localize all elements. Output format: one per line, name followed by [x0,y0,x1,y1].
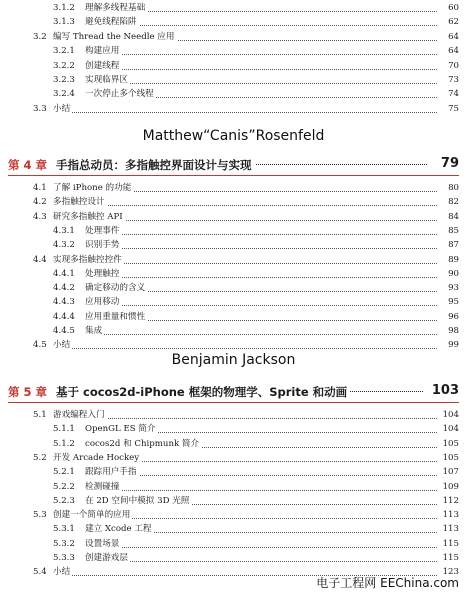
entry-number: 3.2 [33,31,47,42]
leader-dots [90,234,437,249]
entry-title: 实现临界区 [85,75,128,85]
entry-page: 112 [442,495,459,506]
chapter-number: 第 4 章 [8,158,48,172]
entry-number: 5.1.1 [53,424,75,435]
entry-page: 64 [448,46,459,57]
entry-title: 了解 iPhone 的功能 [53,183,132,193]
leader-dots [60,334,437,349]
author-name-chapter5: Benjamin Jackson [171,352,296,368]
entry-number: 5.3.1 [53,524,75,535]
entry-title: 小结 [53,340,71,351]
entry-title: 应用重量和惯性 [85,311,146,322]
entry-number: 5.1.2 [53,438,75,449]
entry-title: 多指触控设计 [53,197,105,208]
leader-dots [90,547,437,562]
entry-title: 创建线程 [85,60,120,71]
entry-title: 设置场景 [85,538,120,549]
entry-title: 创建游戏层 [85,553,128,563]
entry-page: 73 [448,75,459,85]
entry-page: 70 [448,60,459,71]
chapter-rule [8,402,459,403]
chapter-page: 79 [440,156,459,171]
author-name-chapter4: Matthew“Canis”Rosenfeld [142,128,325,144]
entry-number: 4.2 [33,197,47,208]
entry-number: 4.4.1 [53,268,75,279]
entry-title: 研究多指触控 API [53,211,123,222]
entry-page: 60 [448,3,459,13]
entry-page: 109 [442,481,459,492]
chapter-title: 基于 cocos2d-iPhone 框架的物理学、Sprite 和动画 [56,384,350,400]
entry-number: 5.2 [33,452,47,463]
site-watermark: 电子工程网 EEChina.com [316,576,459,590]
entry-page: 84 [448,211,459,222]
chapter-heading-4[interactable] [0,155,459,177]
entry-page: 98 [448,326,459,336]
entry-title: 处理触控 [85,268,120,279]
leader-dots [90,40,437,55]
entry-number: 3.1.3 [53,17,75,28]
entry-page: 105 [442,452,459,463]
entry-page: 96 [448,311,459,322]
entry-title: 应用移动 [85,297,120,308]
entry-number: 3.2.1 [53,46,75,57]
leader-dots [90,291,437,306]
entry-page: 104 [442,410,459,420]
leader-dots [90,220,437,235]
entry-page: 107 [442,467,459,478]
entry-title: 确定移动的含义 [85,283,146,294]
entry-number: 4.3.2 [53,240,75,251]
entry-number: 3.2.3 [53,75,75,85]
entry-title: cocos2d 和 Chipmunk 简介 [85,438,200,449]
entry-title: 游戏编程入门 [53,410,105,420]
chapter-heading-5[interactable] [0,382,459,404]
entry-number: 5.3 [33,510,47,521]
entry-number: 3.1.2 [53,3,75,13]
entry-number: 3.3 [33,103,47,114]
entry-number: 5.2.2 [53,481,75,492]
entry-page: 115 [442,538,459,549]
entry-page: 90 [448,268,459,279]
entry-title: 集成 [85,326,103,336]
chapter-number: 第 5 章 [8,385,48,399]
entry-title: 一次停止多个线程 [85,89,154,100]
leader-dots [90,69,437,84]
entry-page: 87 [448,240,459,251]
toc-entry[interactable] [0,102,459,116]
entry-title: 在 2D 空间中模拟 3D 光照 [85,495,190,506]
toc-entry[interactable] [0,338,459,352]
entry-page: 105 [442,438,459,449]
entry-title: 编写 Thread the Needle 应用 [53,31,175,42]
leader-dots [60,404,437,419]
entry-number: 5.2.1 [53,467,75,478]
entry-page: 80 [448,183,459,193]
entry-title: 检测碰撞 [85,481,120,492]
entry-title: 小结 [53,103,71,114]
entry-title: 构建应用 [85,46,120,57]
entry-title: 创建一个简单的应用 [53,510,131,521]
entry-title: 理解多线程基础 [85,3,146,13]
entry-number: 3.2.2 [53,60,75,71]
entry-number: 5.3.2 [53,538,75,549]
entry-number: 5.4 [33,567,47,578]
leader-dots [60,191,437,206]
entry-title: OpenGL ES 简介 [85,424,156,435]
leader-dots [90,263,437,278]
leader-dots [90,11,437,26]
entry-number: 5.2.3 [53,495,75,506]
entry-number: 4.3 [33,211,47,222]
entry-page: 123 [442,567,459,578]
entry-title: 建立 Xcode 工程 [85,524,152,535]
leader-dots [90,55,437,70]
chapter-page: 103 [431,383,459,398]
entry-page: 93 [448,283,459,294]
entry-title: 实现多指触控控件 [53,254,122,265]
entry-number: 4.4 [33,254,47,265]
entry-page: 62 [448,17,459,28]
entry-number: 4.4.5 [53,326,75,336]
chapter-title: 手指总动员：多指触控界面设计与实现 [56,157,255,173]
entry-page: 75 [448,103,459,114]
leader-dots [60,98,437,113]
entry-number: 5.1 [33,410,47,420]
entry-number: 5.3.3 [53,553,75,563]
entry-page: 113 [442,524,459,535]
leader-dots [90,476,437,491]
entry-page: 115 [442,553,459,563]
entry-title: 识别手势 [85,240,120,251]
entry-page: 95 [448,297,459,308]
entry-page: 82 [448,197,459,208]
leader-dots [90,320,437,335]
entry-number: 4.4.3 [53,297,75,308]
entry-number: 4.4.4 [53,311,75,322]
entry-page: 64 [448,31,459,42]
entry-number: 4.3.1 [53,225,75,236]
entry-number: 4.4.2 [53,283,75,294]
entry-title: 小结 [53,567,71,578]
entry-page: 85 [448,225,459,236]
entry-page: 99 [448,340,459,351]
entry-title: 避免线程陷阱 [85,17,137,28]
entry-page: 74 [448,89,459,100]
entry-title: 处理事件 [85,225,120,236]
entry-page: 89 [448,254,459,265]
leader-dots [90,461,437,476]
entry-number: 3.2.4 [53,89,75,100]
chapter-rule [8,175,459,176]
entry-title: 跟踪用户手指 [85,467,137,478]
entry-title: 开发 Arcade Hockey [53,452,140,463]
entry-page: 104 [442,424,459,435]
leader-dots [90,533,437,548]
entry-page: 113 [442,510,459,521]
entry-number: 4.1 [33,183,47,193]
entry-number: 4.5 [33,340,47,351]
